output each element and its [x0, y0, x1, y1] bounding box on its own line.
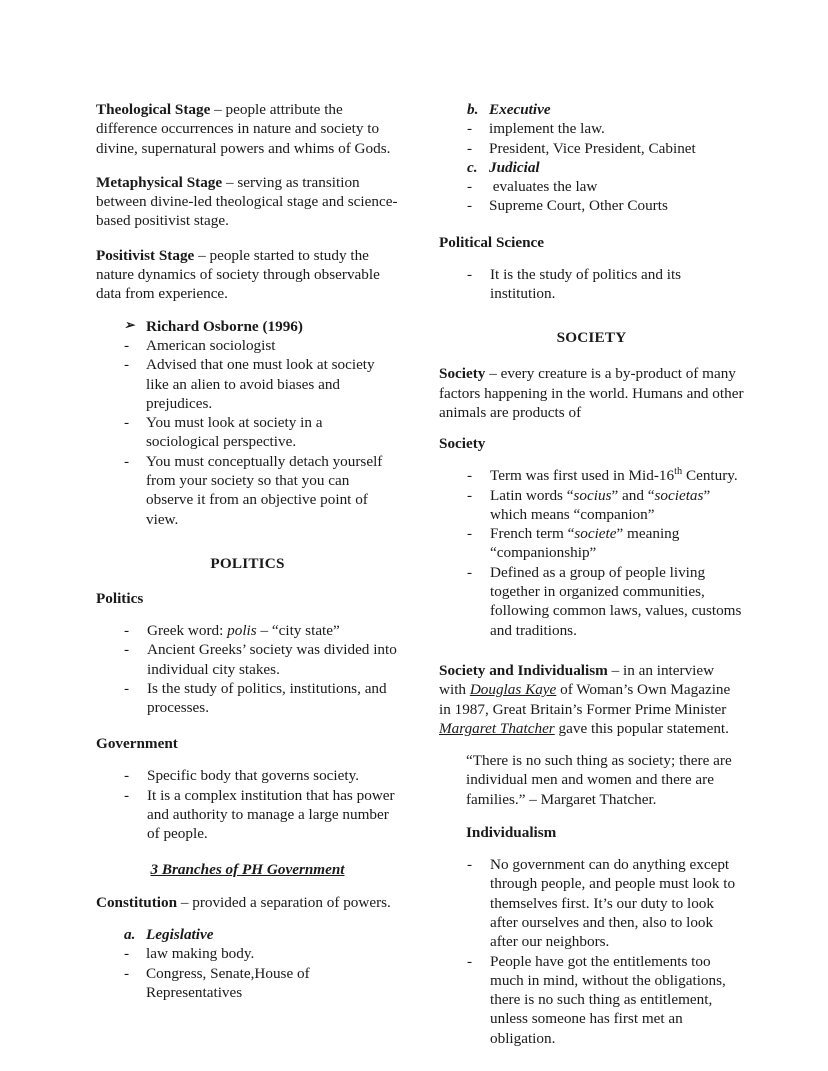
- list-item: [439, 855, 744, 951]
- list-item: [96, 944, 399, 963]
- list-item: [96, 679, 399, 718]
- term-label: Constitution: [96, 893, 178, 911]
- dash-bullet-icon: -: [124, 621, 130, 639]
- paragraph-society-and-individualism: Society and Individualism – in an interview with Douglas Kaye of Woman’s Own Magazine in 1987, Great Britain’s Former Prime Minister Margaret Thatcher gave this popular statement.: [439, 661, 731, 737]
- list-item-label: law making body.: [146, 945, 255, 963]
- list-item: [439, 100, 744, 119]
- list-item-label: Legislative: [146, 925, 214, 943]
- list-item-label: Richard Osborne (1996): [146, 317, 303, 335]
- right-column: [439, 100, 744, 1062]
- arrow-bullet-icon: ➢: [124, 317, 135, 332]
- list-item: [439, 265, 744, 304]
- subheading-government: Government: [96, 735, 178, 753]
- term-definition: – people started to study the nature dynamics of society through observable data from experience.: [96, 246, 380, 303]
- term-label: Positivist Stage: [96, 246, 195, 264]
- list-political-science: [439, 265, 744, 304]
- dash-bullet-icon: -: [124, 414, 130, 432]
- list-item-label: Defined as a group of people living together in organized communities, following common laws, values, customs and traditions.: [490, 563, 742, 639]
- term-definition: – every creature is a by-product of many factors happening in the world. Humans and other animals are products of: [439, 365, 744, 421]
- dash-bullet-icon: -: [124, 945, 130, 963]
- person-name-margaret-thatcher: Margaret Thatcher: [439, 719, 555, 737]
- list-government: [96, 766, 399, 843]
- blockquote-thatcher: “There is no such thing as society; there are individual men and women and there are families.” – Margaret Thatcher.: [466, 752, 732, 808]
- list-item: [439, 952, 744, 1048]
- list-item-label: French term “societe” meaning “companionship”: [490, 525, 680, 562]
- paragraph-society-definition: [439, 364, 744, 422]
- list-item-label: President, Vice President, Cabinet: [489, 139, 696, 157]
- list-item: [96, 786, 399, 844]
- term-label: Metaphysical Stage: [96, 173, 223, 191]
- list-item-label: People have got the entitlements too much in mind, without the obligations, there is no such thing as entitlement, unless someone has first met an obligation.: [490, 952, 726, 1047]
- term-label: Society and Individualism: [439, 661, 608, 679]
- list-item: [439, 139, 744, 158]
- list-item-label: implement the law.: [489, 120, 605, 138]
- list-item: [96, 355, 399, 413]
- list-item: [96, 336, 399, 355]
- italic-term: societas: [654, 486, 704, 504]
- list-item-label: Congress, Senate,House of Representatives: [146, 964, 310, 1001]
- list-item-label: Advised that one must look at society like an alien to avoid biases and prejudices.: [146, 356, 375, 412]
- term-definition: – people attribute the difference occurrences in nature and society to divine, supernatural powers and whims of Gods.: [96, 101, 391, 157]
- list-item-label: Ancient Greeks’ society was divided into individual city stakes.: [147, 641, 397, 678]
- paragraph-metaphysical-stage: [96, 173, 399, 231]
- list-item-label: Is the study of politics, institutions, and processes.: [147, 679, 387, 717]
- dash-bullet-icon: -: [467, 178, 473, 196]
- list-item: [439, 486, 744, 525]
- dash-bullet-icon: -: [467, 197, 473, 215]
- list-item: [439, 177, 744, 196]
- subheading-individualism: Individualism: [466, 824, 557, 842]
- dash-bullet-icon: -: [124, 336, 130, 354]
- paragraph-positivist-stage: [96, 246, 399, 304]
- term-definition: – serving as transition between divine-led theological stage and science-based positivist stage.: [96, 173, 398, 230]
- dash-bullet-icon: -: [124, 679, 130, 697]
- list-item-label: You must conceptually detach yourself from your society so that you can observe it from an objective point of view.: [146, 452, 383, 528]
- list-item: [439, 119, 744, 138]
- list-marker-letter: c.: [467, 158, 478, 176]
- banner-three-branches: 3 Branches of PH Government: [150, 860, 345, 878]
- list-item: [439, 158, 744, 177]
- dash-bullet-icon: -: [467, 120, 473, 138]
- dash-bullet-icon: -: [124, 356, 130, 374]
- term-label: Theological Stage: [96, 101, 211, 118]
- italic-term: socius: [573, 486, 612, 504]
- dash-bullet-icon: -: [467, 467, 473, 485]
- paragraph-constitution: [96, 893, 399, 912]
- list-item: [439, 524, 744, 563]
- list-marker-letter: a.: [124, 925, 136, 943]
- list-individualism: [439, 855, 744, 1048]
- list-item: [96, 621, 399, 640]
- dash-bullet-icon: -: [124, 786, 130, 804]
- list-item-label: You must look at society in a sociological perspective.: [146, 414, 323, 451]
- dash-bullet-icon: -: [467, 525, 473, 543]
- list-item: [439, 196, 744, 215]
- section-heading-society: SOCIETY: [556, 329, 627, 347]
- list-item: [439, 563, 744, 640]
- list-item-label: Term was first used in Mid-16th Century.: [490, 466, 738, 485]
- person-name-douglas-kaye: Douglas Kaye: [469, 681, 557, 699]
- dash-bullet-icon: -: [467, 486, 473, 504]
- dash-bullet-icon: -: [124, 964, 130, 982]
- list-item-label: Greek word: polis – “city state”: [147, 621, 340, 639]
- dash-bullet-icon: -: [467, 952, 473, 970]
- list-item-label: Supreme Court, Other Courts: [489, 197, 668, 215]
- list-legislative-branch: [96, 925, 399, 1002]
- term-definition: – provided a separation of powers.: [177, 893, 391, 911]
- dash-bullet-icon: -: [124, 452, 130, 470]
- list-item: [96, 452, 399, 529]
- section-heading-politics: POLITICS: [210, 554, 285, 572]
- dash-bullet-icon: -: [467, 139, 473, 157]
- list-richard-osborne: [96, 317, 399, 529]
- left-column: [96, 100, 399, 1016]
- two-column-layout: [96, 100, 744, 1062]
- subheading-political-science: Political Science: [439, 233, 545, 251]
- dash-bullet-icon: -: [124, 641, 130, 659]
- list-item-label: Latin words “socius” and “societas” which means “companion”: [490, 486, 711, 523]
- list-item-label: Specific body that governs society.: [147, 767, 360, 785]
- dash-bullet-icon: -: [124, 767, 130, 785]
- list-item-label: It is a complex institution that has power and authority to manage a large number of people.: [147, 786, 395, 843]
- list-politics: [96, 621, 399, 717]
- list-item: [96, 413, 399, 452]
- list-item-label: American sociologist: [146, 336, 276, 354]
- list-item: [96, 317, 399, 336]
- list-item-label: Executive: [489, 101, 551, 118]
- subheading-society: Society: [439, 435, 486, 453]
- superscript-ordinal: th: [674, 466, 683, 478]
- list-item-label: It is the study of politics and its institution.: [490, 265, 682, 303]
- spacer: [439, 654, 744, 661]
- dash-bullet-icon: -: [467, 563, 473, 581]
- list-item: [439, 466, 744, 485]
- list-item: [96, 925, 399, 944]
- list-item-label: No government can do anything except through people, and people must look to themselves first. It’s our duty to look after ourselves and then, also to look after our neighbors.: [490, 856, 736, 951]
- list-item-label: evaluates the law: [489, 178, 598, 196]
- italic-term: polis: [227, 621, 257, 639]
- paragraph-theological-stage: [96, 100, 399, 158]
- list-item: [96, 964, 399, 1003]
- list-item-label: Judicial: [489, 158, 540, 176]
- subheading-politics: Politics: [96, 589, 144, 607]
- dash-bullet-icon: -: [467, 856, 473, 874]
- dash-bullet-icon: -: [467, 265, 473, 283]
- list-item: [96, 640, 399, 679]
- list-item: [96, 766, 399, 785]
- list-marker-letter: b.: [467, 101, 479, 118]
- term-label: Society: [439, 365, 486, 383]
- list-executive-judicial-branches: [439, 100, 744, 216]
- list-society-terms: [439, 466, 744, 640]
- italic-term: societe: [574, 525, 617, 543]
